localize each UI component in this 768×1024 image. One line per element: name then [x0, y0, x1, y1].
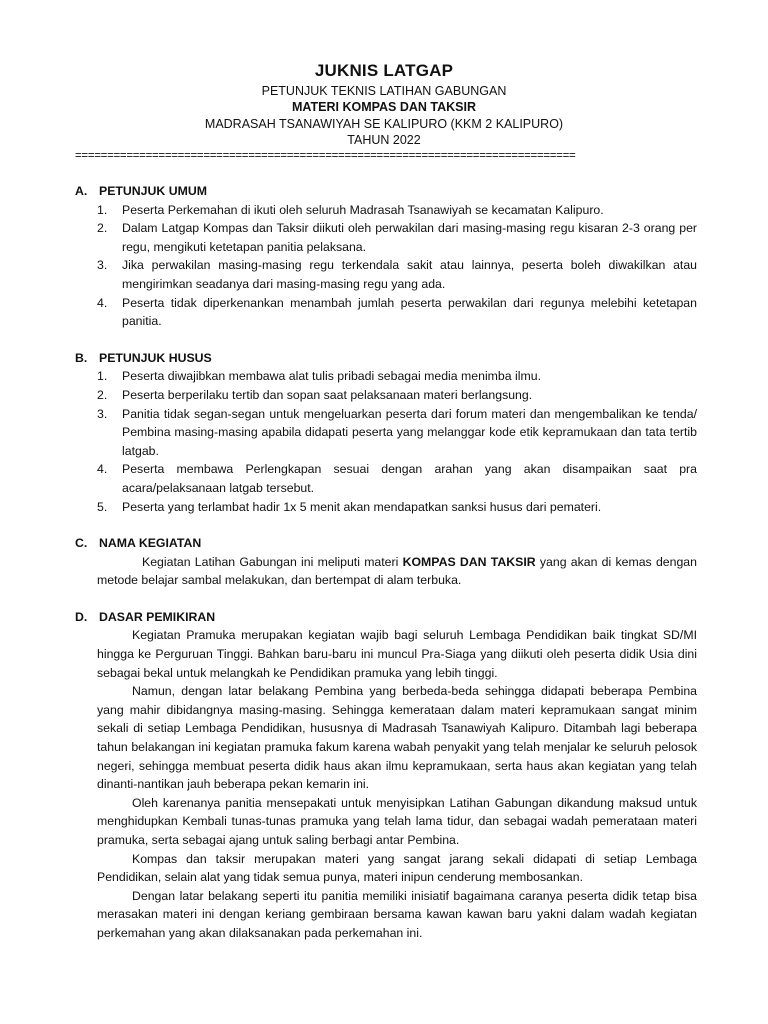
item-text: Peserta berperilaku tertib dan sopan saat pelaksanaan materi berlangsung. — [122, 387, 533, 402]
list-item — [75, 219, 697, 256]
list-item — [75, 460, 697, 497]
section-petunjuk-husus — [75, 349, 697, 516]
list-item — [75, 201, 697, 220]
item-number: 4. — [97, 295, 108, 310]
item-number: 1. — [97, 202, 108, 217]
subtitle-line-3: MADRASAH TSANAWIYAH SE KALIPURO (KKM 2 KALIPURO) — [204, 117, 564, 131]
section-letter: C. — [75, 536, 88, 551]
item-number: 1. — [97, 369, 108, 384]
item-text: Peserta tidak diperkenankan menambah jumlah peserta perwakilan dari regunya melebihi ketetapan panitia. — [122, 295, 697, 329]
list-item — [75, 256, 697, 293]
list-item — [75, 405, 697, 461]
item-text: Peserta Perkemahan di ikuti oleh seluruh Madrasah Tsanawiyah se kecamatan Kalipuro. — [122, 202, 604, 217]
item-list — [75, 367, 697, 516]
item-text: Panitia tidak segan-segan untuk mengeluarkan peserta dari forum materi dan mengembalikan ke tenda/ Pembina masing-masing apabila didapati peserta yang melanggar kode etik kepramukaan dan tata tertib latgab. — [122, 406, 697, 458]
paragraph-emphasis: KOMPAS DAN TAKSIR — [402, 554, 536, 569]
list-item — [75, 294, 697, 331]
section-letter: B. — [75, 350, 88, 365]
subtitle-line-1: PETUNJUK TEKNIS LATIHAN GABUNGAN — [261, 84, 507, 98]
section-letter: A. — [75, 184, 88, 198]
section-nama-kegiatan — [75, 534, 697, 590]
section-paragraph: Kegiatan Pramuka merupakan kegiatan wajib bagi seluruh Lembaga Pendidikan baik tingkat SD/MI hingga ke Perguruan Tinggi. Bahkan baru-baru ini muncul Pra-Siaga yang diikuti oleh peserta didik Usia dini sebagai bekal untuk melangkah ke Pendidikan pramuka yang lebih tinggi. — [97, 628, 697, 680]
section-dasar-pemikiran — [75, 608, 697, 943]
item-text: Dalam Latgap Kompas dan Taksir diikuti oleh perwakilan dari masing-masing regu kisaran 2-3 orang per regu, mengikuti ketetapan panitia pelaksana. — [122, 221, 697, 254]
section-title: PETUNJUK HUSUS — [99, 350, 212, 365]
item-text: Peserta membawa Perlengkapan sesuai dengan arahan yang akan disampaikan saat pra acara/pelaksanaan latgab tersebut. — [122, 462, 697, 495]
item-number: 2. — [97, 221, 108, 236]
subtitle-line-2: MATERI KOMPAS DAN TAKSIR — [291, 100, 477, 114]
section-heading — [75, 349, 697, 368]
section-title: NAMA KEGIATAN — [99, 536, 202, 551]
item-text: Peserta yang terlambat hadir 1x 5 menit akan mendapatkan sanksi husus dari pemateri. — [122, 499, 602, 514]
item-number: 4. — [97, 462, 108, 477]
section-paragraph: Kompas dan taksir merupakan materi yang sangat jarang sekali didapati di setiap Lembaga Pendidikan, selain alat yang tidak semua punya, materi inipun cenderung membosankan. — [97, 851, 697, 885]
section-heading — [75, 182, 697, 201]
item-number: 2. — [97, 387, 108, 402]
list-item — [75, 367, 697, 386]
item-number: 3. — [97, 406, 108, 421]
item-number: 5. — [97, 499, 108, 514]
list-item — [75, 386, 697, 405]
paragraph-text: yang akan di kemas dengan metode belajar sambal melakukan, dan bertempat di alam terbuka. — [97, 554, 697, 588]
section-paragraph: Oleh karenanya panitia mensepakati untuk menyisipkan Latihan Gabungan dikandung maksud untuk menghidupkan Kembali tunas-tunas pramuka yang telah lama tidur, dan sebagai wadah pemerataan materi pramuka, serta sebagai ajang untuk saling berbagi antar Pembina. — [97, 795, 697, 847]
section-paragraph: Namun, dengan latar belakang Pembina yang berbeda-beda sehingga didapati beberapa Pembina yang mahir dibidangnya masing-masing. Sehingga kemerataan dalam materi kepramukaan sangat minim sekali di setiap Lembaga Pendidikan, hususnya di Madrasah Tsanawiyah Kalipuro. Ditambah lagi beberapa tahun belakangan ini kegiatan pramuka fakum karena wabah penyakit yang telah menjalar ke seluruh pelosok negeri, sehingga membuat peserta didik haus akan ilmu kepramukaan, serta haus akan kegiatan yang telah dinanti-nantikan jauh beberapa pekan kemarin ini. — [97, 684, 697, 792]
item-text: Jika perwakilan masing-masing regu terkendala sakit atau lainnya, peserta boleh diwakilkan atau mengirimkan seadanya dari masing-masing regu yang ada. — [122, 258, 697, 291]
section-title: DASAR PEMIKIRAN — [99, 609, 216, 624]
section-paragraph: Dengan latar belakang seperti itu panitia memiliki inisiatif bagaimana caranya peserta didik tetap bisa merasakan materi ini dengan keriang gembiraan bersama kawan kawan baru yakni dalam wadah kegiatan perkemahan yang akan dilaksanakan pada perkemahan ini. — [97, 888, 697, 940]
document-title: JUKNIS LATGAP — [314, 61, 454, 80]
section-paragraph — [97, 553, 697, 590]
section-heading — [75, 534, 697, 553]
paragraph-text: Kegiatan Latihan Gabungan ini meliputi materi — [142, 554, 403, 569]
header-separator: ============================================================================== — [75, 150, 576, 162]
section-petunjuk-umum — [75, 182, 697, 331]
section-heading — [75, 608, 697, 627]
list-item — [75, 498, 697, 517]
item-list — [75, 201, 697, 331]
item-number: 3. — [97, 258, 108, 273]
document-body — [75, 182, 697, 961]
section-title: PETUNJUK UMUM — [99, 184, 207, 198]
subtitle-line-4: TAHUN 2022 — [347, 133, 421, 147]
section-letter: D. — [75, 609, 88, 624]
item-text: Peserta diwajibkan membawa alat tulis pribadi sebagai media menimba ilmu. — [122, 369, 541, 384]
